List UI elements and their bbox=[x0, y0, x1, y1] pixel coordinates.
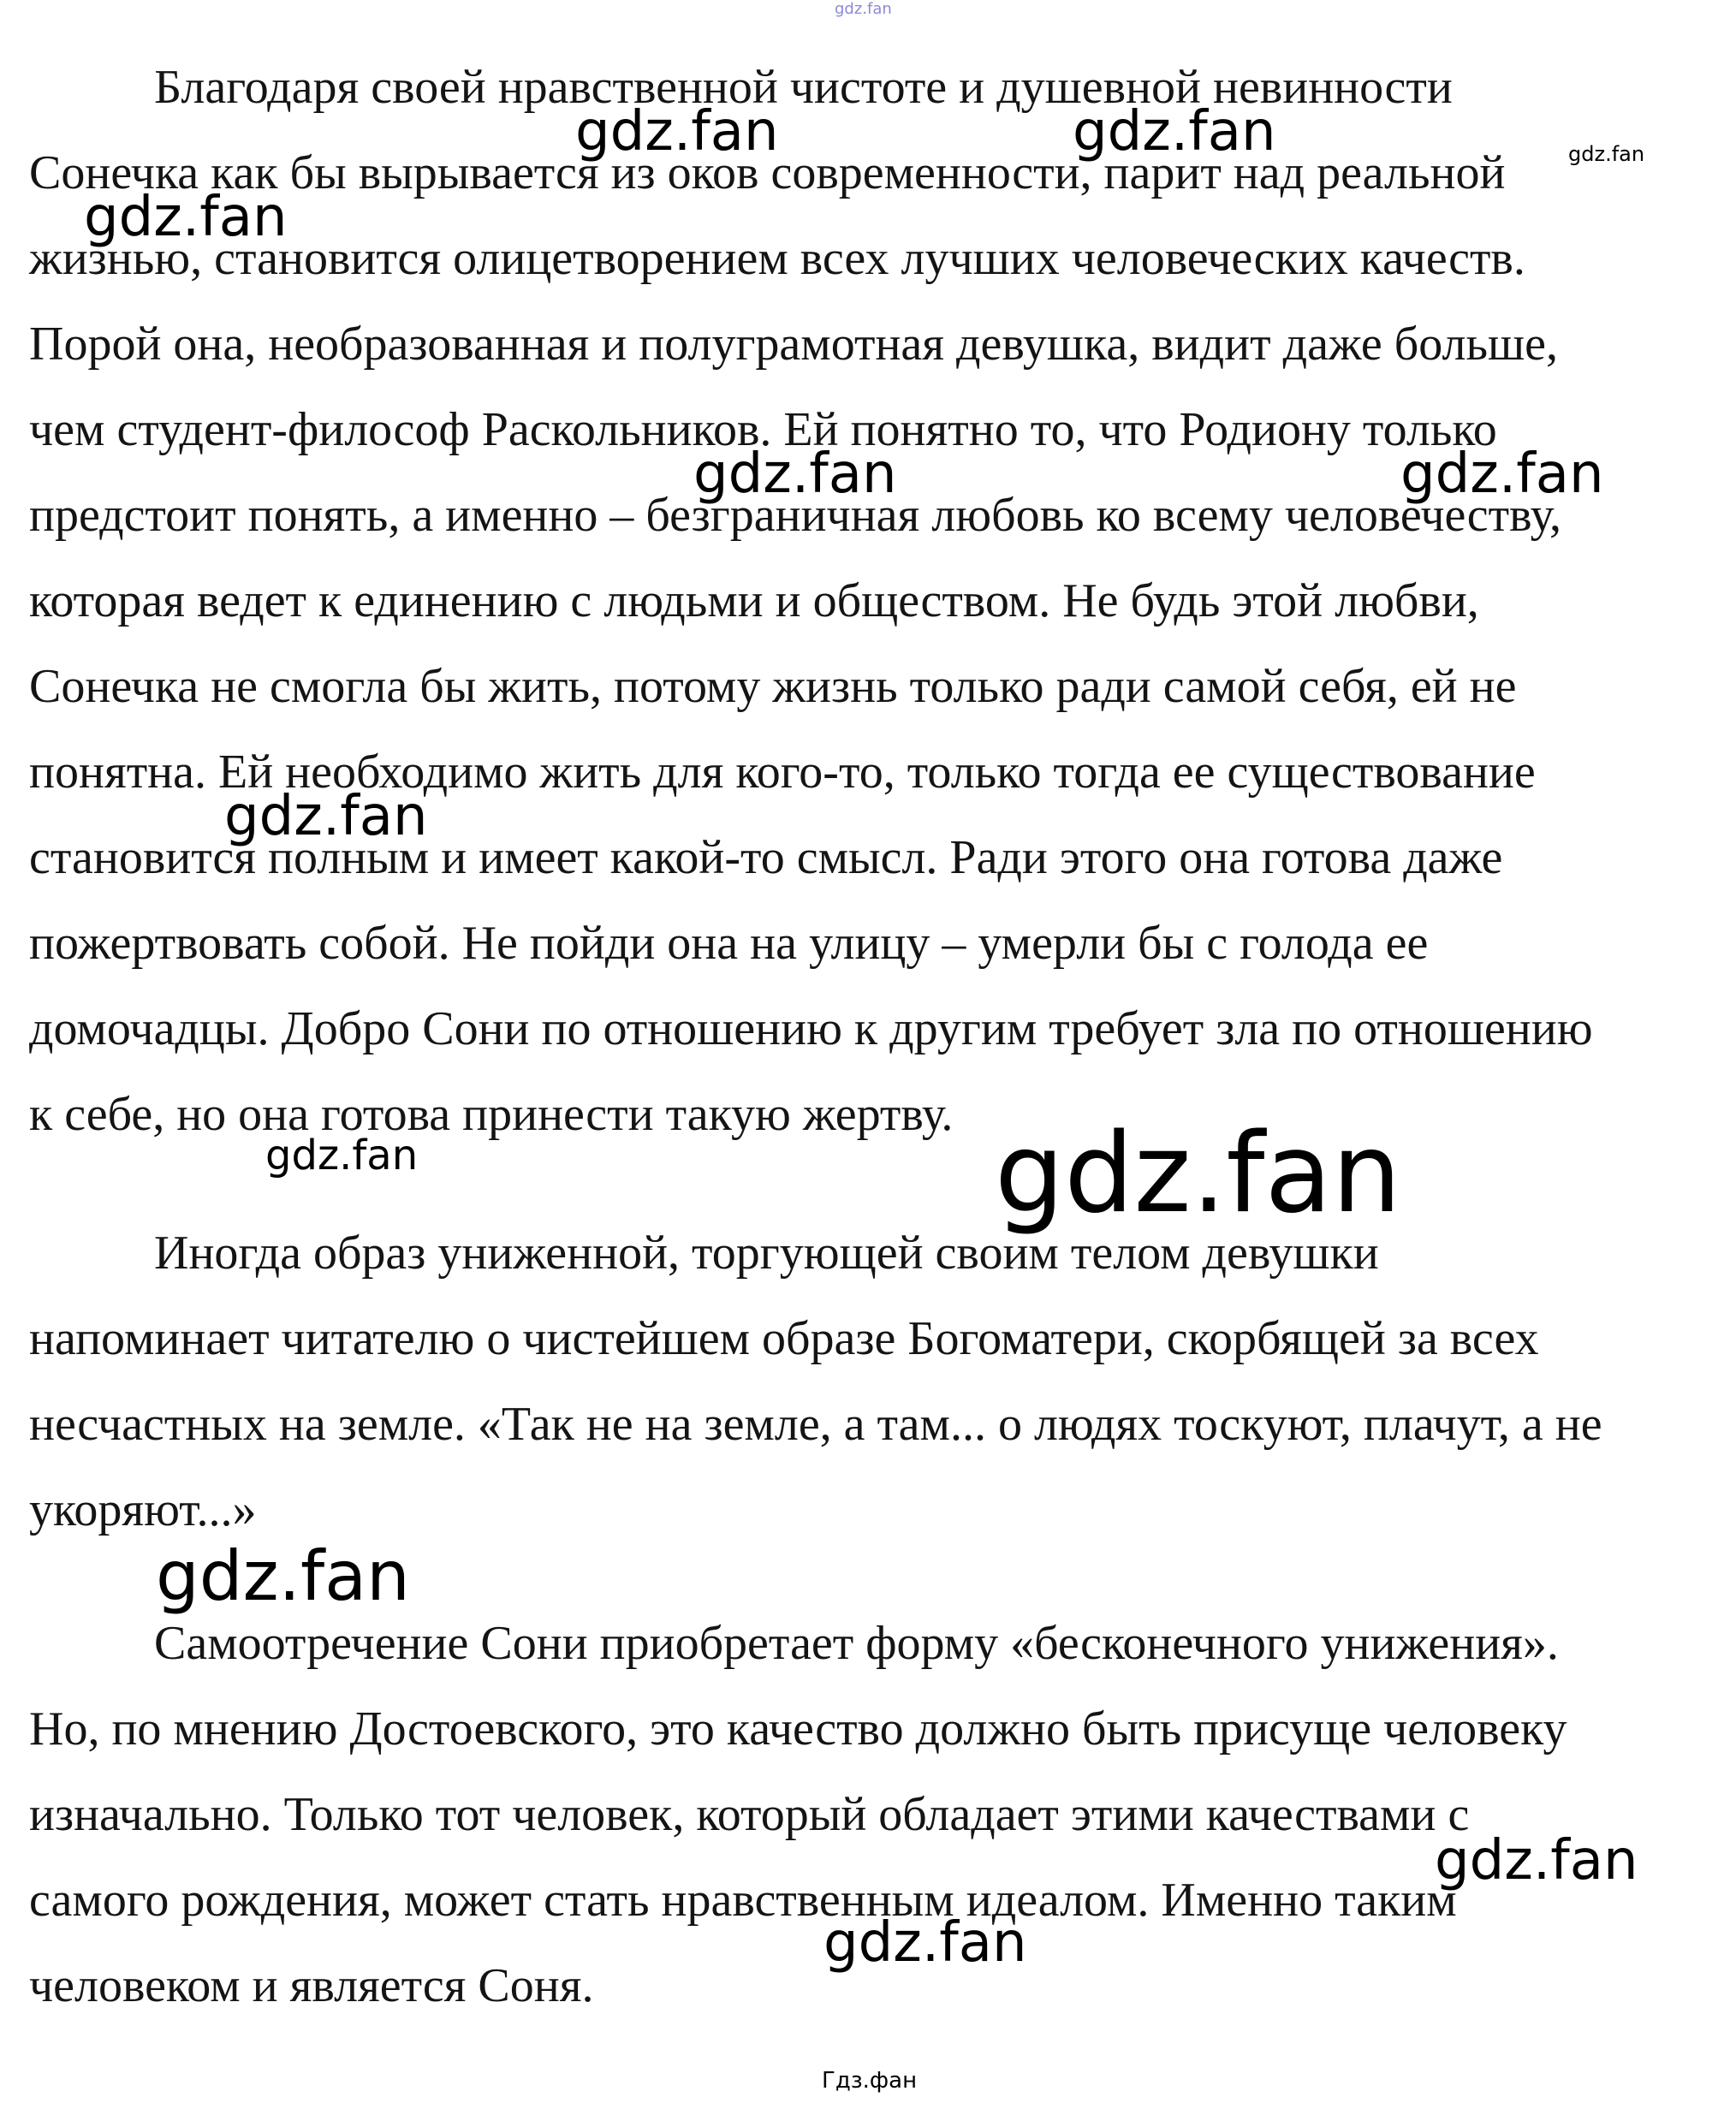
watermark: gdz.fan bbox=[1400, 443, 1604, 506]
watermark: gdz.fan bbox=[575, 100, 779, 163]
text-line: Благодаря своей нравственной чистоте и душевной невинности bbox=[154, 61, 1453, 114]
text-line: Сонечка не смогла бы жить, потому жизнь только ради самой себя, ей не bbox=[29, 660, 1517, 713]
page-footer: Гдз.фан bbox=[822, 2068, 918, 2094]
text-line: жизнью, становится олицетворением всех лучших человеческих качеств. bbox=[29, 232, 1525, 285]
text-line: чем студент-философ Раскольников. Ей понятно то, что Родиону только bbox=[29, 403, 1497, 456]
watermark: gdz.fan bbox=[995, 1110, 1401, 1238]
text-line: Сонечка как бы вырывается из оков современности, парит над реальной bbox=[29, 146, 1506, 199]
text-line: Самоотречение Сони приобретает форму «бесконечного унижения». bbox=[154, 1617, 1559, 1670]
text-line: предстоит понять, а именно – безграничная любовь ко всему человечеству, bbox=[29, 489, 1562, 542]
text-line: которая ведет к единению с людьми и обществом. Не будь этой любви, bbox=[29, 574, 1479, 627]
text-line: напоминает читателю о чистейшем образе Богоматери, скорбящей за всех bbox=[29, 1312, 1539, 1365]
text-line: пожертвовать собой. Не пойди она на улицу – умерли бы с голода ее bbox=[29, 917, 1429, 970]
watermark: gdz.fan bbox=[1568, 142, 1645, 166]
text-line: к себе, но она готова принести такую жертву. bbox=[29, 1088, 954, 1141]
watermark: gdz.fan bbox=[224, 785, 428, 848]
watermark: gdz.fan bbox=[1435, 1829, 1638, 1892]
watermark: gdz.fan bbox=[1073, 100, 1276, 163]
text-line: человеком и является Соня. bbox=[29, 1959, 594, 2012]
text-line: понятна. Ей необходимо жить для кого-то, только тогда ее существование bbox=[29, 746, 1536, 799]
watermark: gdz.fan bbox=[823, 1911, 1027, 1975]
text-line: домочадцы. Добро Сони по отношению к другим требует зла по отношению bbox=[29, 1002, 1593, 1055]
watermark: gdz.fan bbox=[265, 1132, 419, 1179]
watermark: gdz.fan bbox=[693, 443, 897, 506]
text-line: Иногда образ униженной, торгующей своим телом девушки bbox=[154, 1227, 1379, 1280]
text-line: становится полным и имеет какой-то смысл. Ради этого она готова даже bbox=[29, 831, 1503, 884]
text-line: самого рождения, может стать нравственным идеалом. Именно таким bbox=[29, 1874, 1457, 1927]
watermark: gdz.fan bbox=[156, 1536, 410, 1616]
text-line: укоряют...» bbox=[29, 1483, 257, 1536]
text-line: Порой она, необразованная и полуграмотная девушка, видит даже больше, bbox=[29, 318, 1558, 371]
watermark: gdz.fan bbox=[84, 186, 288, 249]
text-line: изначально. Только тот человек, который обладает этими качествами с bbox=[29, 1788, 1470, 1841]
text-line: Но, по мнению Достоевского, это качество должно быть присуще человеку bbox=[29, 1702, 1567, 1756]
watermark: gdz.fan bbox=[835, 0, 892, 18]
text-line: несчастных на земле. «Так не на земле, а там... о людях тоскуют, плачут, а не bbox=[29, 1398, 1602, 1451]
